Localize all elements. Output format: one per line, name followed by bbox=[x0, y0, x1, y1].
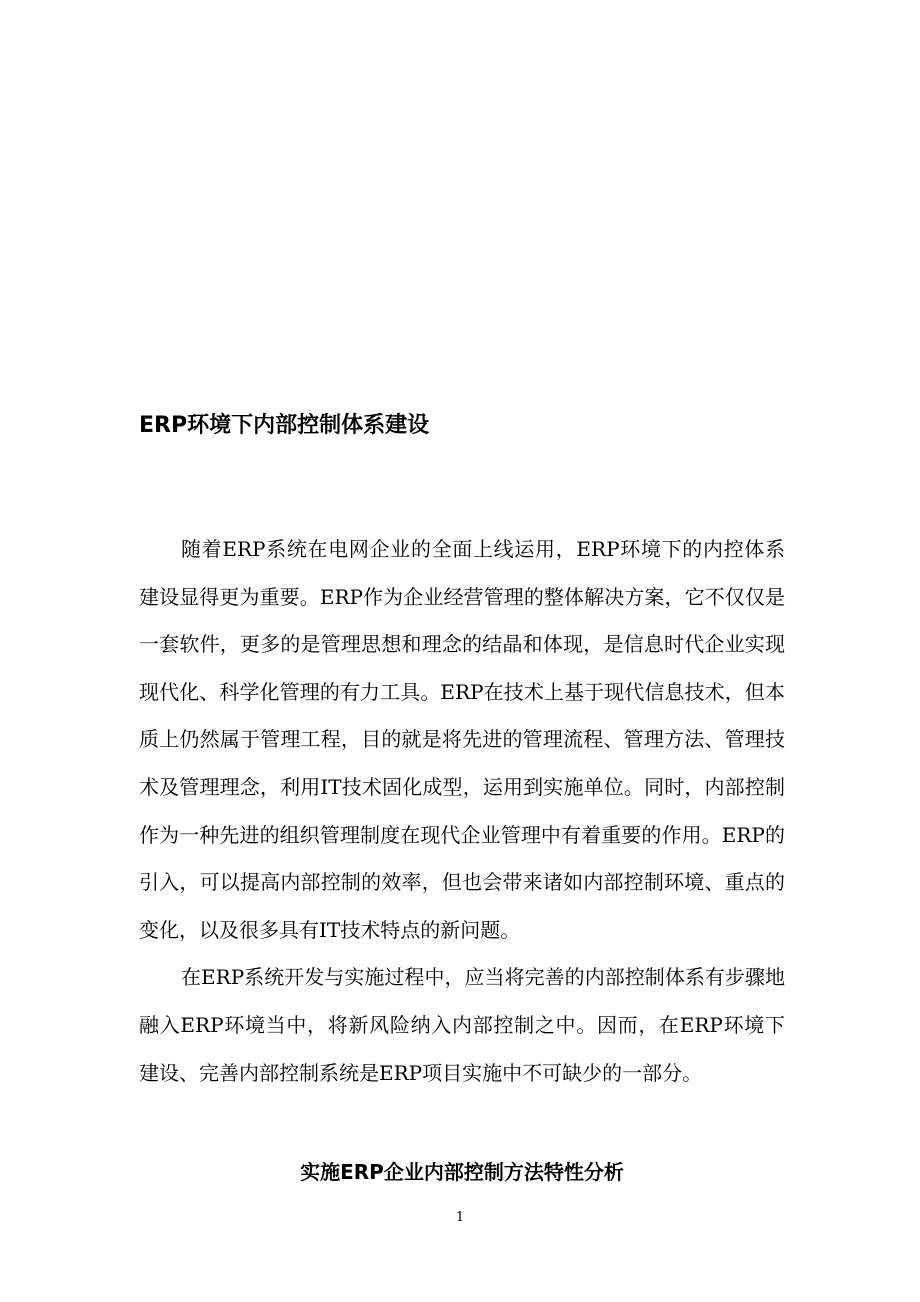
document-title: ERP环境下内部控制体系建设 bbox=[139, 413, 430, 438]
page-number: 1 bbox=[455, 1210, 465, 1225]
document-body bbox=[139, 526, 785, 1097]
paragraph-intro: 随着ERP系统在电网企业的全面上线运用，ERP环境下的内控体系建设显得更为重要。ERP作为企业经营管理的整体解决方案，它不仅仅是一套软件，更多的是管理思想和理念的结晶和体现，是信息时代企业实现现代化、科学化管理的有力工具。ERP在技术上基于现代信息技术，但本质上仍然属于管理工程，目的就是将先进的管理流程、管理方法、管理技术及管理理念，利用IT技术固化成型，运用到实施单位。同时，内部控制作为一种先进的组织管理制度在现代企业管理中有着重要的作用。ERP的引入，可以提高内部控制的效率，但也会带来诸如内部控制环境、重点的变化，以及很多具有IT技术特点的新问题。 bbox=[139, 537, 785, 942]
section-heading: 实施ERP企业内部控制方法特性分析 bbox=[300, 1160, 624, 1184]
paragraph-implementation: 在ERP系统开发与实施过程中，应当将完善的内部控制体系有步骤地融入ERP环境当中，将新风险纳入内部控制之中。因而，在ERP环境下建设、完善内部控制系统是ERP项目实施中不可缺少的一部分。 bbox=[139, 965, 785, 1085]
